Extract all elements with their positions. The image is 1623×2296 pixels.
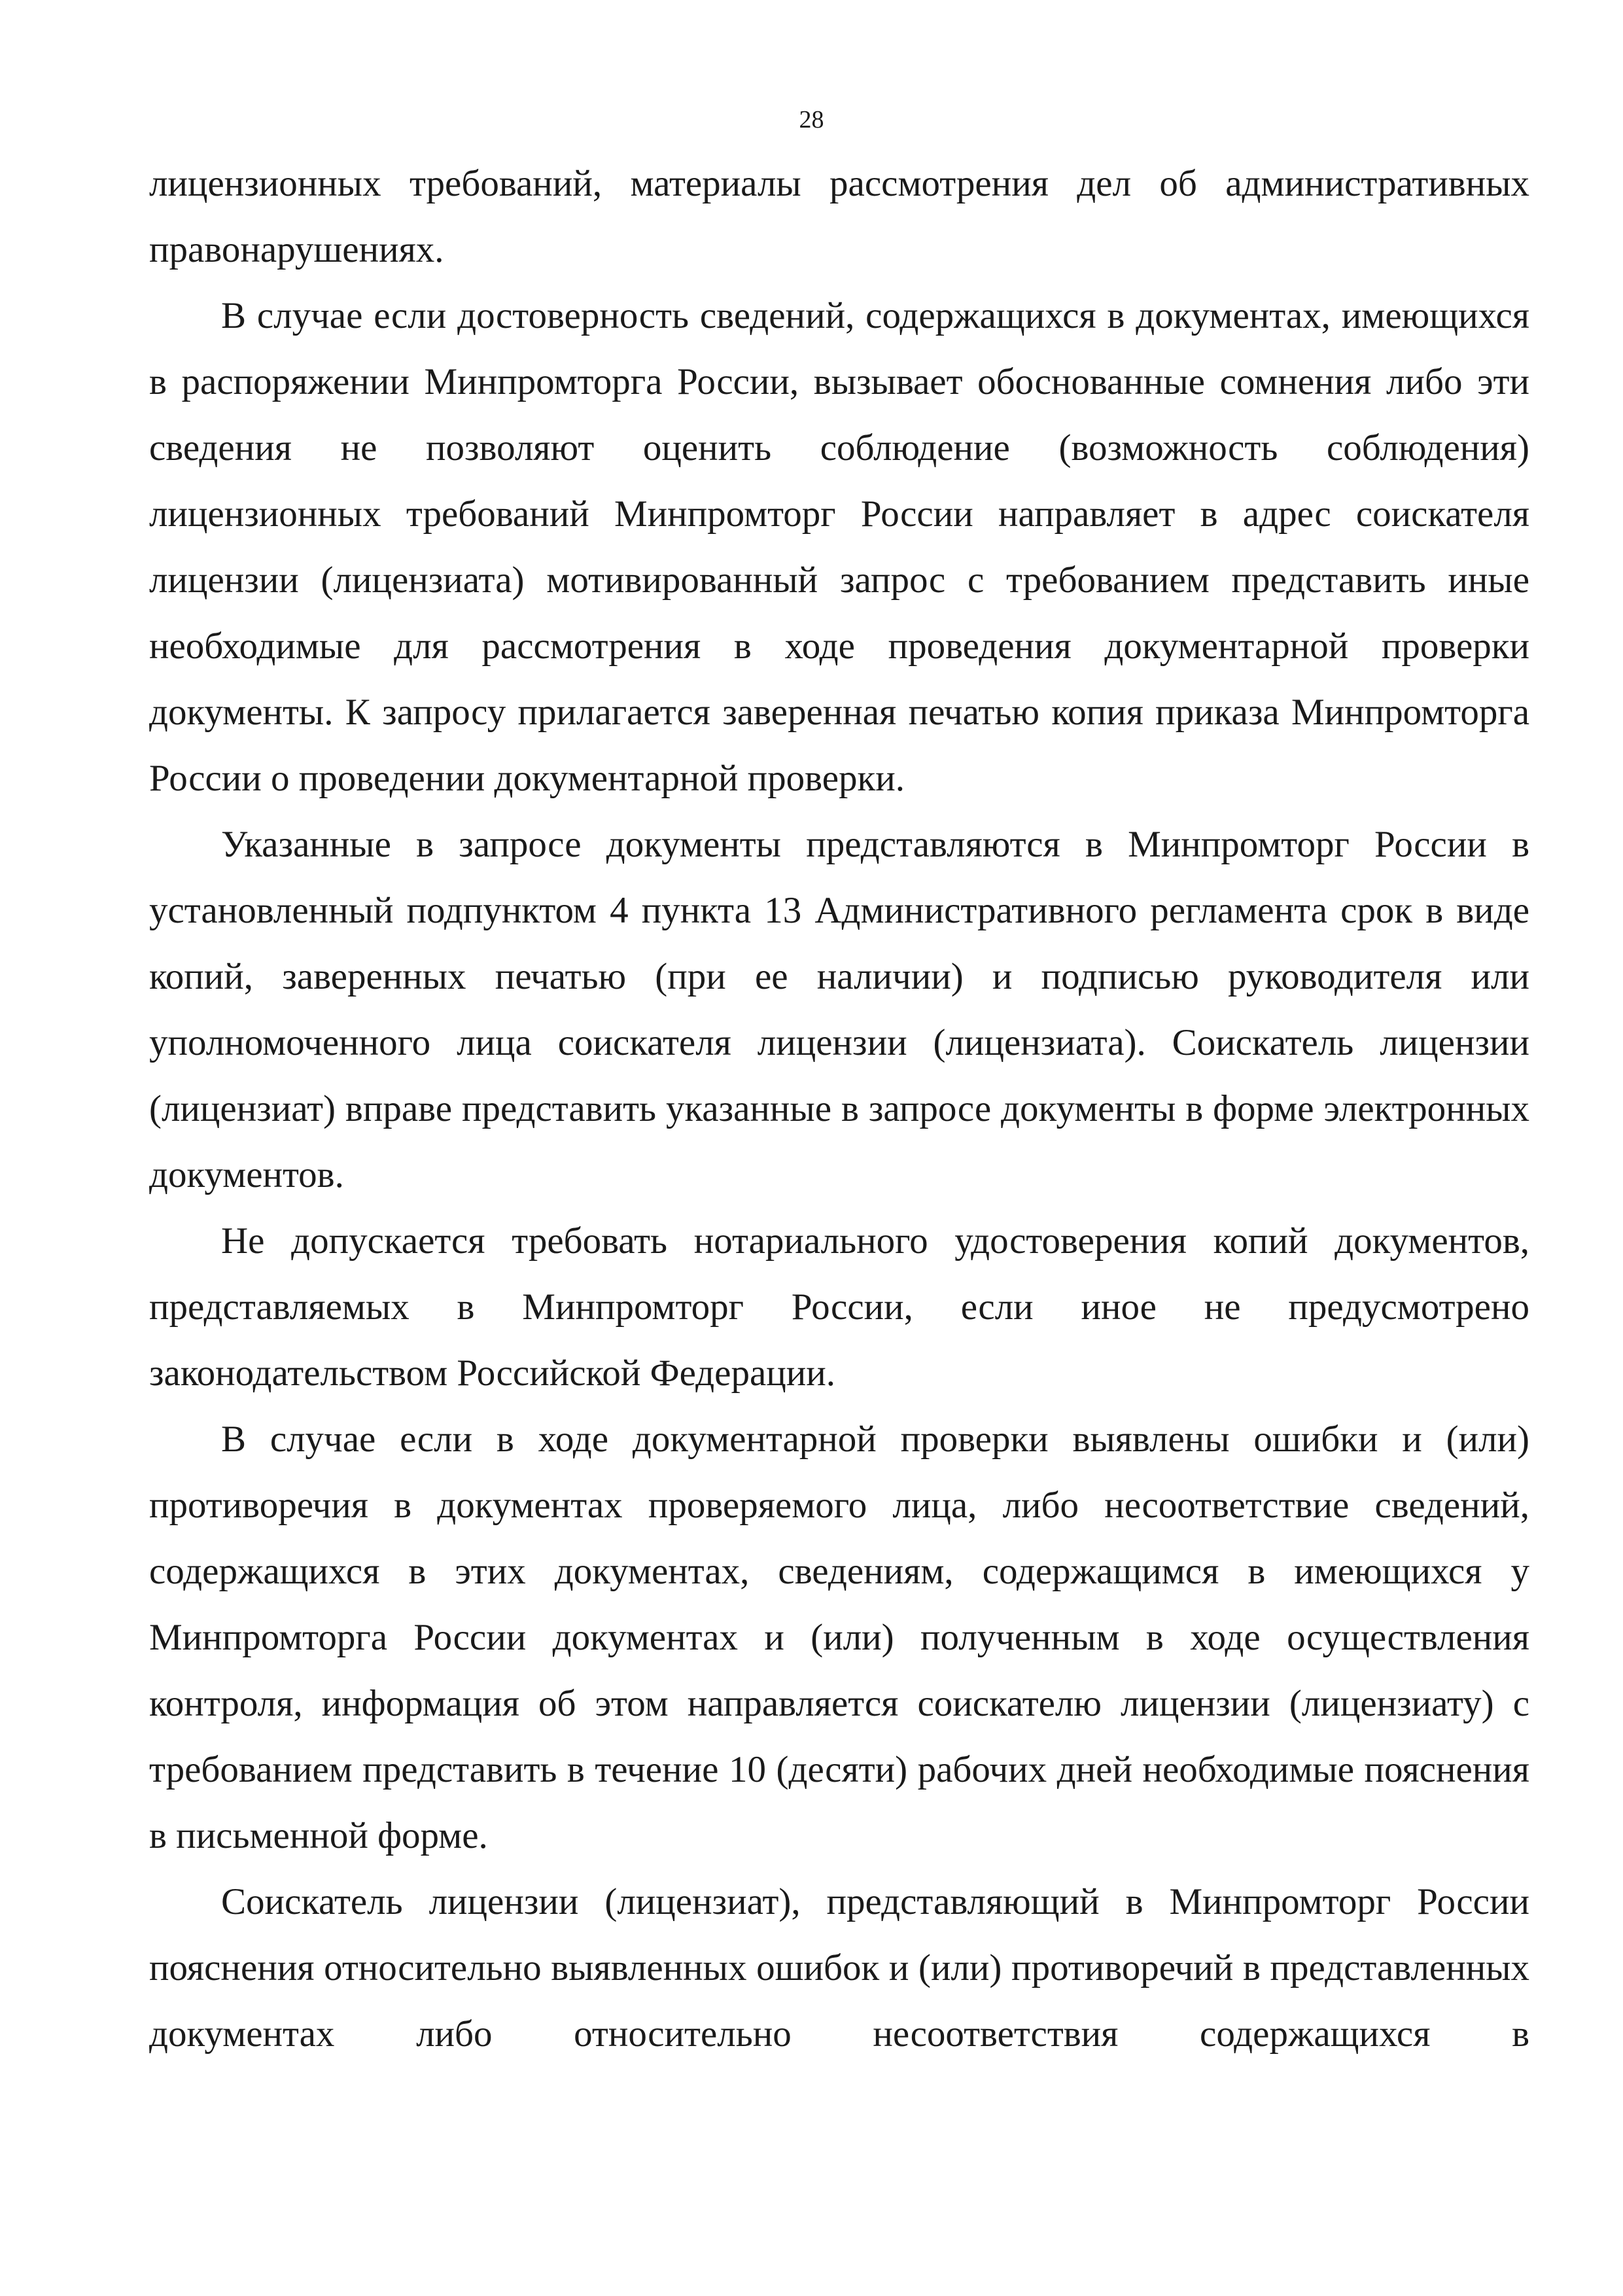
paragraph-notarization: Не допускается требовать нотариального удостоверения копий документов, представляемых в Минпромторг России, если иное не предусмотрено законодательством Российской Федерации. xyxy=(149,1220,1529,1394)
page-number: 28 xyxy=(799,106,824,133)
document-body xyxy=(149,150,1529,2067)
paragraph-explanations: Соискатель лицензии (лицензиат), представляющий в Минпромторг России пояснения относительно выявленных ошибок и (или) противоречий в представленных документах либо относительно несоответствия содержащихся в xyxy=(149,1881,1529,2055)
paragraph-errors-found: В случае если в ходе документарной проверки выявлены ошибки и (или) противоречия в документах проверяемого лица, либо несоответствие сведений, содержащихся в этих документах, сведениям, содержащимся в имеющихся у Минпромторга России документах и (или) полученным в ходе осуществления контроля, информация об этом направляется соискателю лицензии (лицензиату) с требованием представить в течение 10 (десяти) рабочих дней необходимые пояснения в письменной форме. xyxy=(149,1419,1529,1856)
paragraph-reliability-doubts: В случае если достоверность сведений, содержащихся в документах, имеющихся в распоряжении Минпромторга России, вызывает обоснованные сомнения либо эти сведения не позволяют оценить соблюдение (возможность соблюдения) лицензионных требований Минпромторг России направляет в адрес соискателя лицензии (лицензиата) мотивированный запрос с требованием представить иные необходимые для рассмотрения в ходе проведения документарной проверки документы. К запросу прилагается заверенная печатью копия приказа Минпромторга России о проведении документарной проверки. xyxy=(149,295,1529,799)
paragraph-requested-documents: Указанные в запросе документы представляются в Минпромторг России в установленный подпунктом 4 пункта 13 Административного регламента срок в виде копий, заверенных печатью (при ее наличии) и подписью руководителя или уполномоченного лица соискателя лицензии (лицензиата). Соискатель лицензии (лицензиат) вправе представить указанные в запросе документы в форме электронных документов. xyxy=(149,824,1529,1195)
paragraph-continuation: лицензионных требований, материалы рассмотрения дел об административных правонарушениях. xyxy=(149,163,1529,270)
